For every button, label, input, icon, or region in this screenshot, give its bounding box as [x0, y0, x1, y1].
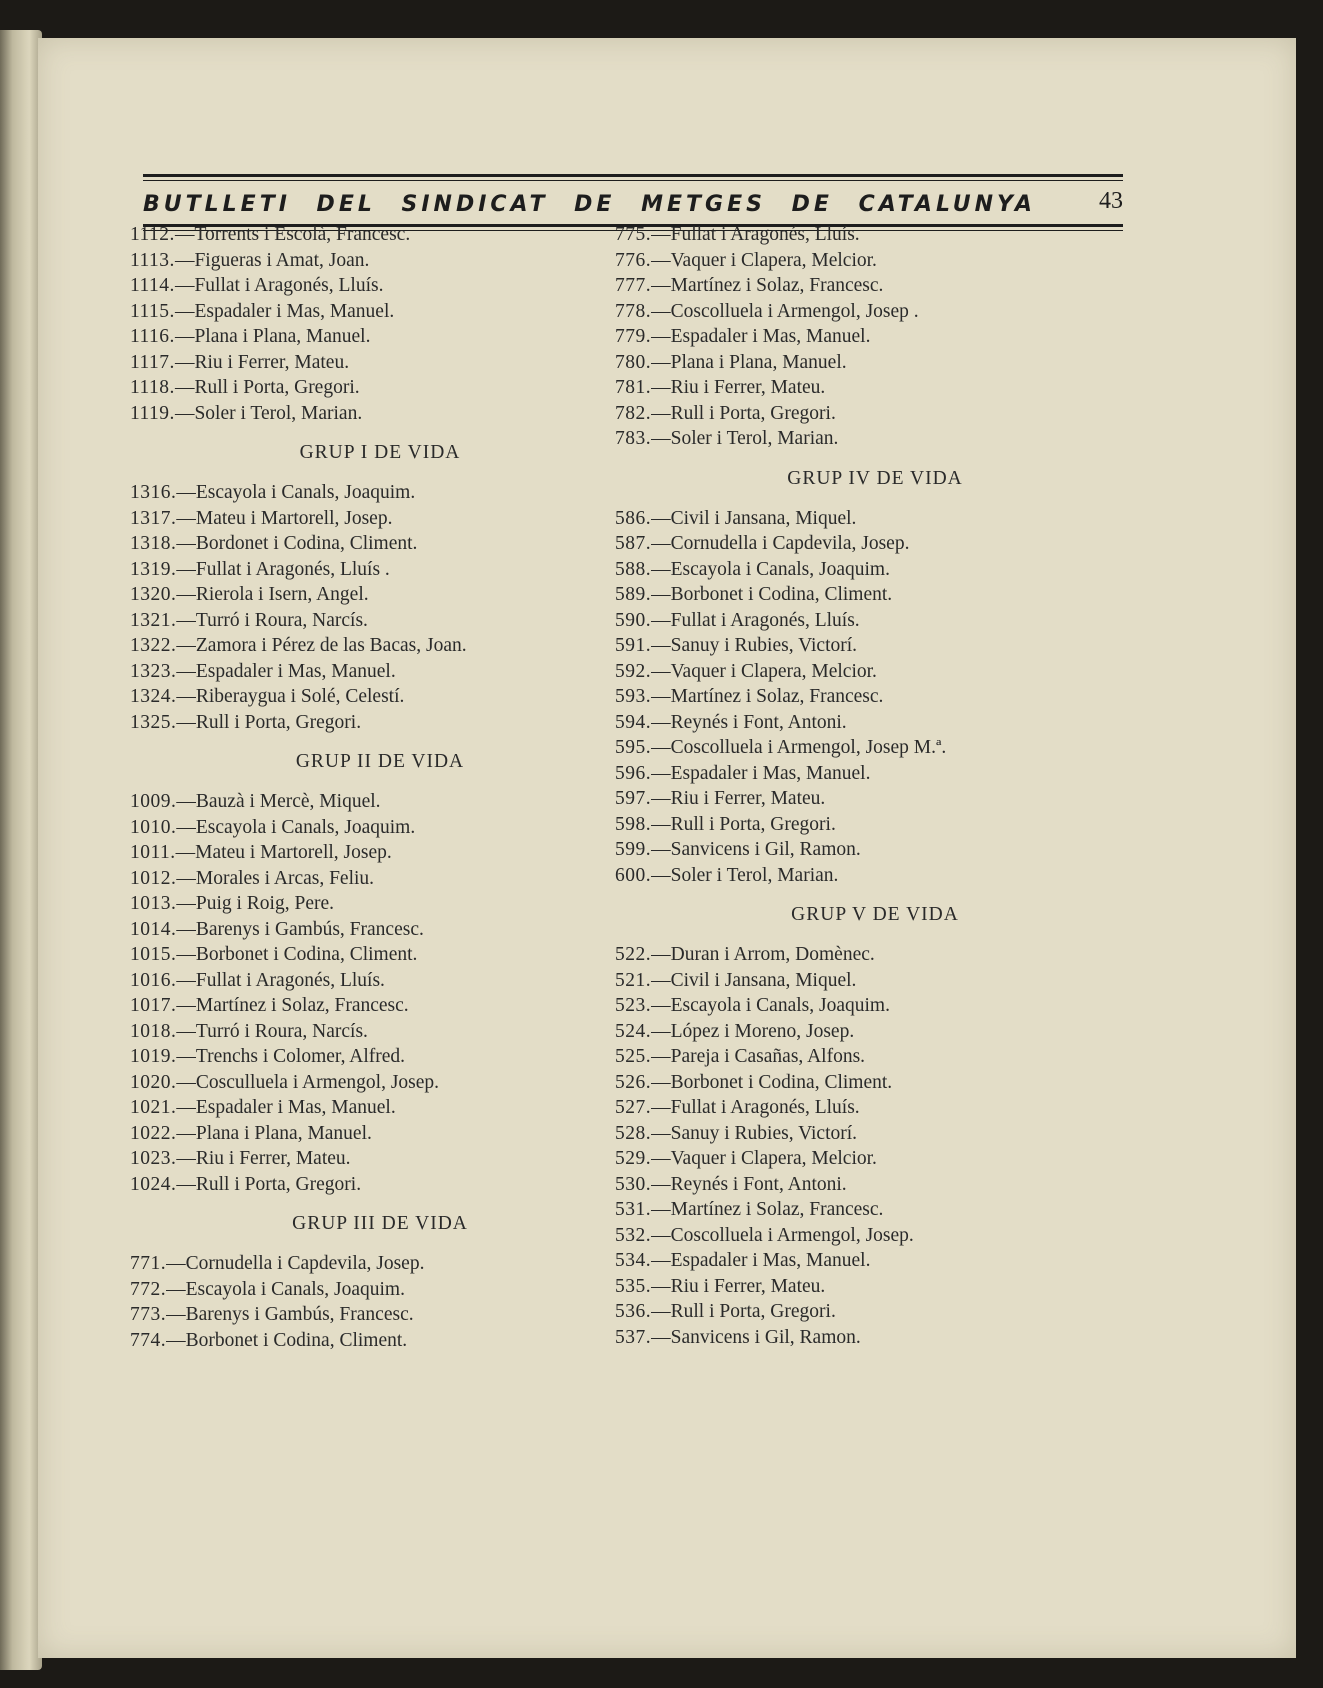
- entry-number: 589.: [615, 584, 652, 605]
- entry-name: —Escayola i Canals, Joaquim.: [651, 995, 890, 1016]
- entry-name: —Sanuy i Rubies, Victorí.: [651, 1122, 858, 1144]
- list-entry: [615, 1121, 1135, 1147]
- entry-name: —Martínez i Solaz, Francesc.: [651, 686, 884, 707]
- entry-name: —Martínez i Solaz, Francesc.: [176, 995, 409, 1016]
- entry-name: —López i Moreno, Josep.: [651, 1020, 855, 1042]
- list-entry: [615, 582, 1135, 608]
- list-entry: [615, 1146, 1135, 1172]
- entry-name: —Borbonet i Codina, Climent.: [166, 1329, 408, 1351]
- list-entry: [615, 1274, 1135, 1300]
- list-entry: [130, 222, 630, 248]
- header-rule-top-thin: [143, 180, 1123, 181]
- entry-name: —Escayola i Canals, Joaquim.: [651, 558, 890, 580]
- list-entry: [130, 531, 630, 557]
- entry-number: 590.: [615, 609, 652, 631]
- list-entry: [130, 1070, 630, 1096]
- list-entry: [615, 273, 1135, 299]
- entry-number: 530.: [615, 1173, 652, 1195]
- list-entry: [130, 582, 630, 608]
- entry-name: —Borbonet i Codina, Climent.: [651, 584, 893, 605]
- entry-number: 780.: [615, 351, 652, 373]
- entry-name: —Espadaler i Mas, Manuel.: [651, 1250, 871, 1271]
- entry-name: —Turró i Roura, Narcís.: [176, 609, 368, 631]
- entry-name: —Rull i Porta, Gregori.: [176, 1173, 362, 1195]
- entry-number: 1019.: [130, 1046, 177, 1067]
- list-entry: [615, 1019, 1135, 1045]
- entry-number: 598.: [615, 813, 652, 835]
- list-entry: [130, 1019, 630, 1045]
- entry-number: 599.: [615, 839, 652, 860]
- entry-name: —Vaquer i Clapera, Melcior.: [651, 660, 877, 682]
- entry-number: 774.: [130, 1329, 167, 1351]
- entry-name: —Barenys i Gambús, Francesc.: [166, 1304, 414, 1325]
- entry-name: —Escayola i Canals, Joaquim.: [176, 816, 416, 838]
- entry-name: —Soler i Terol, Marian.: [651, 864, 839, 886]
- entry-number: 1022.: [130, 1122, 177, 1144]
- list-entry: [615, 968, 1135, 994]
- entry-number: 535.: [615, 1275, 652, 1297]
- list-entry: [130, 401, 630, 427]
- list-entry: [130, 480, 630, 506]
- entry-name: —Bordonet i Codina, Climent.: [176, 533, 418, 554]
- entry-name: —Fullat i Aragonés, Lluís.: [174, 275, 384, 296]
- entry-name: —Coscolluela i Armengol, Josep .: [651, 300, 919, 322]
- list-entry: [130, 324, 630, 350]
- entry-number: 523.: [615, 995, 652, 1016]
- entry-number: 781.: [615, 377, 652, 398]
- entry-name: —Reynés i Font, Antoni.: [651, 1173, 847, 1195]
- entry-number: 1010.: [130, 816, 177, 838]
- entry-name: —Borbonet i Codina, Climent.: [651, 1071, 893, 1093]
- entry-name: —Mateu i Martorell, Josep.: [175, 842, 392, 863]
- entry-number: 531.: [615, 1199, 652, 1220]
- entry-name: —Riu i Ferrer, Mateu.: [651, 377, 826, 398]
- list-entry: [130, 968, 630, 994]
- entry-name: —Figueras i Amat, Joan.: [174, 249, 370, 271]
- list-entry: [615, 1325, 1135, 1351]
- entry-number: 1013.: [130, 893, 177, 914]
- list-entry: [130, 248, 630, 274]
- entry-number: 773.: [130, 1304, 167, 1325]
- list-entry: [615, 1197, 1135, 1223]
- group-heading: GRUP V DE VIDA: [791, 904, 959, 925]
- list-entry: [130, 350, 630, 376]
- list-entry: [615, 248, 1135, 274]
- list-entry: [130, 840, 630, 866]
- list-entry: [130, 299, 630, 325]
- entry-name: —Espadaler i Mas, Manuel.: [651, 326, 871, 347]
- entry-number: 1321.: [130, 609, 177, 631]
- entry-name: —Reynés i Font, Antoni.: [651, 711, 847, 733]
- list-entry: [130, 993, 630, 1019]
- entry-number: 1116.: [130, 326, 175, 347]
- entry-number: 1322.: [130, 635, 177, 656]
- list-entry: [615, 350, 1135, 376]
- list-entry: [130, 1044, 630, 1070]
- list-entry: [615, 506, 1135, 532]
- entry-number: 1323.: [130, 660, 177, 682]
- page-header: [143, 140, 1123, 235]
- list-entry: [615, 837, 1135, 863]
- entry-name: —Rull i Porta, Gregori.: [176, 711, 362, 733]
- entry-name: —Zamora i Pérez de las Bacas, Joan.: [176, 635, 467, 656]
- entry-number: 588.: [615, 558, 652, 580]
- list-entry: [615, 993, 1135, 1019]
- entry-number: 1023.: [130, 1148, 177, 1169]
- entry-number: 1009.: [130, 791, 177, 812]
- entry-name: —Riberaygua i Solé, Celestí.: [176, 686, 405, 707]
- list-entry: [130, 1095, 630, 1121]
- entry-number: 1320.: [130, 584, 177, 605]
- entry-name: —Escayola i Canals, Joaquim.: [176, 482, 416, 503]
- list-entry: [130, 1277, 630, 1303]
- entry-name: —Morales i Arcas, Feliu.: [176, 867, 375, 889]
- entry-number: 1011.: [130, 842, 176, 863]
- entry-number: 779.: [615, 326, 652, 347]
- list-entry: [130, 273, 630, 299]
- entry-number: 595.: [615, 737, 652, 758]
- entry-name: —Martínez i Solaz, Francesc.: [651, 1199, 884, 1220]
- entry-number: 775.: [615, 224, 652, 245]
- entry-name: —Soler i Terol, Marian.: [651, 428, 839, 449]
- entry-number: 783.: [615, 428, 652, 449]
- list-entry: [130, 375, 630, 401]
- list-entry: [615, 299, 1135, 325]
- group-heading: GRUP IV DE VIDA: [787, 467, 963, 489]
- entry-name: —Sanuy i Rubies, Victorí.: [651, 635, 858, 656]
- entry-number: 1015.: [130, 944, 177, 965]
- entry-name: —Mateu i Martorell, Josep.: [176, 507, 393, 529]
- entry-name: —Cornudella i Capdevila, Josep.: [166, 1253, 425, 1274]
- entry-name: —Puig i Roig, Pere.: [176, 893, 335, 914]
- entry-name: —Martínez i Solaz, Francesc.: [651, 275, 884, 296]
- list-entry: [130, 917, 630, 943]
- entry-number: 1020.: [130, 1071, 177, 1093]
- list-entry: [615, 710, 1135, 736]
- journal-title: BUTLLETI DEL SINDICAT DE METGES DE CATALUNYA: [143, 192, 1036, 217]
- entry-name: —Rull i Porta, Gregori.: [174, 377, 360, 398]
- entry-name: —Plana i Plana, Manuel.: [174, 326, 371, 347]
- entry-number: 594.: [615, 711, 652, 733]
- list-entry: [130, 815, 630, 841]
- book-spine: [0, 30, 42, 1670]
- group-heading: GRUP I DE VIDA: [299, 442, 461, 463]
- entry-number: 1012.: [130, 867, 177, 889]
- list-entry: [615, 1299, 1135, 1325]
- entry-name: —Espadaler i Mas, Manuel.: [176, 660, 396, 682]
- list-entry: [130, 1172, 630, 1198]
- list-entry: [615, 659, 1135, 685]
- list-entry: [130, 506, 630, 532]
- entry-name: —Pareja i Casañas, Alfons.: [651, 1046, 866, 1067]
- entry-number: 528.: [615, 1122, 652, 1144]
- entry-name: —Riu i Ferrer, Mateu.: [174, 351, 350, 373]
- list-entry: [130, 789, 630, 815]
- entry-name: —Sanvicens i Gil, Ramon.: [651, 839, 861, 860]
- list-entry: [615, 735, 1135, 761]
- left-column: [130, 222, 630, 1353]
- entry-number: 778.: [615, 300, 652, 322]
- right-column: [615, 222, 1135, 1350]
- list-entry: [615, 1095, 1135, 1121]
- entry-number: 591.: [615, 635, 652, 656]
- entry-name: —Cornudella i Capdevila, Josep.: [651, 533, 910, 554]
- list-entry: [615, 608, 1135, 634]
- list-entry: [615, 942, 1135, 968]
- list-entry: [615, 401, 1135, 427]
- group-heading: GRUP III DE VIDA: [292, 1213, 468, 1234]
- entry-number: 597.: [615, 788, 652, 809]
- entry-name: —Espadaler i Mas, Manuel.: [176, 1097, 396, 1118]
- entry-name: —Rierola i Isern, Angel.: [176, 584, 369, 605]
- entry-number: 1318.: [130, 533, 177, 554]
- entry-number: 1113.: [130, 249, 175, 271]
- entry-name: —Rull i Porta, Gregori.: [651, 813, 836, 835]
- entry-name: —Vaquer i Clapera, Melcior.: [651, 1148, 877, 1169]
- entry-name: —Duran i Arrom, Domènec.: [651, 944, 875, 965]
- entry-number: 1016.: [130, 969, 177, 991]
- entry-name: —Riu i Ferrer, Mateu.: [176, 1148, 351, 1169]
- entry-number: 1119.: [130, 402, 175, 424]
- entry-number: 1017.: [130, 995, 177, 1016]
- entry-name: —Escayola i Canals, Joaquim.: [166, 1278, 405, 1300]
- entry-number: 587.: [615, 533, 652, 554]
- list-entry: [615, 557, 1135, 583]
- list-entry: [130, 1121, 630, 1147]
- entry-number: 1316.: [130, 482, 177, 503]
- entry-number: 529.: [615, 1148, 652, 1169]
- list-entry: [130, 891, 630, 917]
- entry-name: —Barenys i Gambús, Francesc.: [176, 918, 424, 940]
- list-entry: [615, 1223, 1135, 1249]
- list-entry: [615, 1070, 1135, 1096]
- entry-name: —Civil i Jansana, Miquel.: [651, 507, 857, 529]
- entry-number: 527.: [615, 1097, 652, 1118]
- entry-name: —Fullat i Aragonés, Lluís.: [176, 969, 385, 991]
- list-entry: [130, 608, 630, 634]
- list-entry: [130, 633, 630, 659]
- entry-name: —Turró i Roura, Narcís.: [176, 1020, 368, 1042]
- entry-number: 593.: [615, 686, 652, 707]
- entry-name: —Riu i Ferrer, Mateu.: [651, 1275, 826, 1297]
- entry-name: —Trenchs i Colomer, Alfred.: [176, 1046, 406, 1067]
- list-entry: [615, 1172, 1135, 1198]
- list-entry: [615, 222, 1135, 248]
- entry-number: 771.: [130, 1253, 167, 1274]
- entry-number: 1018.: [130, 1020, 177, 1042]
- entry-name: —Espadaler i Mas, Manuel.: [651, 762, 871, 784]
- entry-number: 1021.: [130, 1097, 177, 1118]
- list-entry: [615, 812, 1135, 838]
- group-heading: GRUP II DE VIDA: [295, 751, 465, 772]
- entry-number: 1112.: [130, 224, 175, 245]
- entry-number: 532.: [615, 1224, 652, 1246]
- entry-number: 592.: [615, 660, 652, 682]
- list-entry: [130, 710, 630, 736]
- entry-name: —Fullat i Aragonés, Lluís.: [651, 224, 860, 245]
- list-entry: [615, 375, 1135, 401]
- entry-name: —Civil i Jansana, Miquel.: [651, 969, 857, 991]
- list-entry: [615, 863, 1135, 889]
- list-entry: [130, 942, 630, 968]
- entry-number: 1115.: [130, 300, 175, 322]
- entry-name: —Sanvicens i Gil, Ramon.: [651, 1326, 861, 1348]
- entry-name: —Fullat i Aragonés, Lluís .: [176, 558, 390, 580]
- entry-name: —Fullat i Aragonés, Lluís.: [651, 609, 860, 631]
- list-entry: [615, 786, 1135, 812]
- list-entry: [615, 531, 1135, 557]
- entry-name: —Borbonet i Codina, Climent.: [176, 944, 418, 965]
- entry-number: 596.: [615, 762, 652, 784]
- entry-number: 1118.: [130, 377, 175, 398]
- entry-name: —Plana i Plana, Manuel.: [176, 1122, 372, 1144]
- list-entry: [130, 1251, 630, 1277]
- entry-number: 1117.: [130, 351, 175, 373]
- entry-number: 521.: [615, 969, 652, 991]
- entry-number: 526.: [615, 1071, 652, 1093]
- entry-number: 536.: [615, 1301, 652, 1322]
- list-entry: [615, 324, 1135, 350]
- entry-name: —Vaquer i Clapera, Melcior.: [651, 249, 877, 271]
- entry-number: 776.: [615, 249, 652, 271]
- entry-name: —Fullat i Aragonés, Lluís.: [651, 1097, 860, 1118]
- entry-name: —Espadaler i Mas, Manuel.: [174, 300, 395, 322]
- entry-number: 1325.: [130, 711, 177, 733]
- list-entry: [615, 761, 1135, 787]
- list-entry: [130, 1146, 630, 1172]
- entry-number: 1024.: [130, 1173, 177, 1195]
- entry-name: —Soler i Terol, Marian.: [174, 402, 363, 424]
- entry-number: 534.: [615, 1250, 652, 1271]
- entry-name: —Rull i Porta, Gregori.: [651, 402, 836, 424]
- entry-number: 1319.: [130, 558, 177, 580]
- entry-name: —Cosculluela i Armengol, Josep.: [176, 1071, 440, 1093]
- entry-number: 525.: [615, 1046, 652, 1067]
- entry-number: 777.: [615, 275, 652, 296]
- list-entry: [615, 1248, 1135, 1274]
- list-entry: [130, 1302, 630, 1328]
- page-number: 43: [1099, 188, 1123, 214]
- list-entry: [130, 866, 630, 892]
- entry-number: 1014.: [130, 918, 177, 940]
- list-entry: [615, 684, 1135, 710]
- entry-number: 782.: [615, 402, 652, 424]
- entry-number: 524.: [615, 1020, 652, 1042]
- entry-name: —Bauzà i Mercè, Miquel.: [176, 791, 381, 812]
- list-entry: [615, 426, 1135, 452]
- entry-name: —Rull i Porta, Gregori.: [651, 1301, 836, 1322]
- list-entry: [615, 633, 1135, 659]
- entry-number: 537.: [615, 1326, 652, 1348]
- entry-name: —Torrents i Escolà, Francesc.: [174, 224, 411, 245]
- entry-number: 522.: [615, 944, 652, 965]
- entry-number: 1317.: [130, 507, 177, 529]
- list-entry: [130, 557, 630, 583]
- list-entry: [130, 684, 630, 710]
- header-rule-top: [143, 174, 1123, 177]
- list-entry: [130, 1328, 630, 1354]
- entry-name: —Coscolluela i Armengol, Josep M.ª.: [651, 737, 947, 758]
- entry-number: 1324.: [130, 686, 177, 707]
- entry-name: —Riu i Ferrer, Mateu.: [651, 788, 826, 809]
- entry-number: 586.: [615, 507, 652, 529]
- list-entry: [615, 1044, 1135, 1070]
- entry-name: —Plana i Plana, Manuel.: [651, 351, 847, 373]
- entry-name: —Coscolluela i Armengol, Josep.: [651, 1224, 914, 1246]
- entry-number: 1114.: [130, 275, 175, 296]
- entry-number: 772.: [130, 1278, 167, 1300]
- entry-number: 600.: [615, 864, 652, 886]
- list-entry: [130, 659, 630, 685]
